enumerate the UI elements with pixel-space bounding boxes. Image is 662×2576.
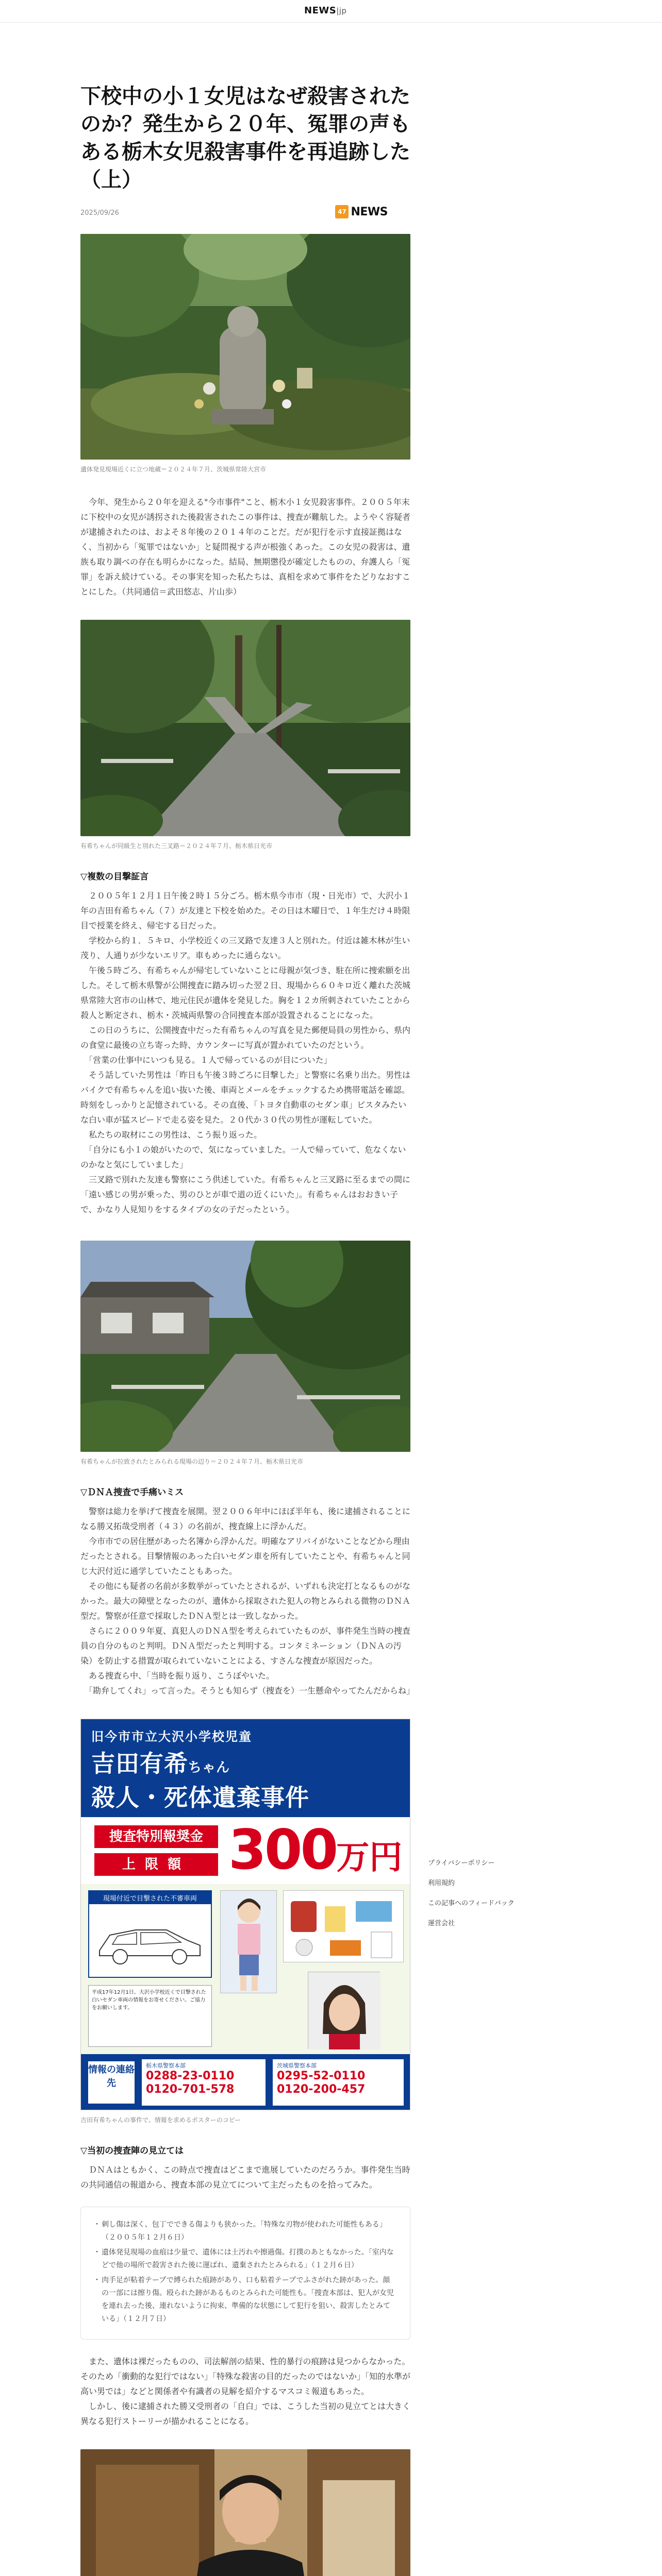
source-name: NEWS xyxy=(351,205,388,218)
victim-face-icon xyxy=(308,1972,380,2049)
poster-reward xyxy=(81,1817,410,1884)
body-witness-text: ２００５年１２月１日午後２時１５分ごろ。栃木県今市市（現・日光市）で、大沢小１年の吉田有希ちゃん（７）が友達と下校を始めた。その日は木曜日で、１年生だけ４時限目で授業を終え、帰宅する日だった。 学校から約１．５キロ、小学校近くの三叉路で友達３人と別れた。付近は雑木林が生い茂り、人通りが少ないエリア。車もめったに通らない。 午後５時ごろ、有希ちゃんが帰宅していないことに母親が気づき、駐在所に捜索願を出した。そして栃木県警が公開捜査に踏み切った翌２日、現場から６０キロ近く離れた茨城県常陸大宮市の山林で、地元住民が遺体を発見した。胸を１２カ所刺されていたことから殺人と断定され、栃木・茨城両県警の合同捜査本部が設置されることになった。 この日のうちに、公開捜査中だった有希ちゃんの写真を見た郵便局員の男性から、県内の食堂に最後の立ち寄った時、カウンターに写真が置かれていたのだという。 「営業の仕事中にいつも見る。１人で帰っているのが目についた」 そう話していた男性は「昨日も午後３時ごろに目撃した」と警察に名乗り出た。男性はバイクで有希ちゃんを追い抜いた後、車両とメールをチェックするため携帯電話を確認。時刻をしっかりと記憶されている。その直後、「トヨタ自動車のセダン車」ビスタみたいな白い車が猛スピードで走る姿を見た。２０代か３０代の男性が運転していた。 私たちの取材にこの男性は、こう振り返った。 「自分にも小１の娘がいたので、気になっていました。一人で帰っていて、危なくないのかなと気にしていました」 三叉路で別れた友達も警察にこう供述していた。有希ちゃんと三叉路に至るまでの間に「遠い感じの男が乗った、男のひとが車で道の近くにいた」。有希ちゃんはおおきい子で、かなり人見知りをするタイプの女の子だったという。 xyxy=(80,891,411,1214)
photo-interview xyxy=(80,2449,410,2576)
article xyxy=(80,82,415,2576)
caption-poster: 吉田有希ちゃんの事件で、情報を求めるポスターのコピー xyxy=(80,2116,241,2124)
belongings-box xyxy=(283,1890,404,1962)
victim-photo xyxy=(220,1890,277,1993)
reward-label: 捜査特別報奨金 xyxy=(94,1825,218,1848)
body-media-view-text: また、遺体は裸だったものの、司法解剖の結果、性的暴行の痕跡は見つからなかった。そのため「衝動的な犯行ではない」「特殊な殺害の目的だったのではないか」「知的水準が高い男では」などと関係者や有識者の見解を紹介するマスコミ報道もあった。 しかし、後に逮捕された勝又受刑者の「自白」では、こうした当初の見立てとは大きく異なる犯行ストーリーが描かれることになる。 xyxy=(80,2357,411,2426)
interview-image xyxy=(80,2449,410,2576)
logo-text: NEWS xyxy=(304,5,337,16)
intro-text: 今年、発生から２０年を迎える"今市事件"こと、栃木小１女児殺害事件。２００５年末に下校中の女児が誘拐された後殺害されたこの事件は、捜査が難航した。ようやく容疑者が逮捕されたのは、およそ８年後の２０１４年のことだ。だが犯行を示す直接証拠はなく、当初から「冤罪ではないか」と疑問視する声が根強くあった。この女児の殺害は、遺族も取り調べの存在も明らかになった。結局、無期懲役が確定したものの、弁護人ら「冤罪」を訴え続けている。その事実を知った私たちは、真相を求めて事件をたどりなおすことにした。（共同通信＝武田悠志、片山歩） xyxy=(80,497,411,597)
link-privacy-policy[interactable]: プライバシーポリシー xyxy=(428,1859,495,1867)
body-initial-view-text: ＤＮＡはともかく、この時点で捜査はどこまで進展していたのだろうか。事件発生当時の共同通信の報道から、捜査本部の見立てについて主だったものを拾ってみた。 xyxy=(80,2165,410,2190)
contact-tochigi xyxy=(142,2059,266,2106)
fork-road-image xyxy=(80,620,410,836)
body-dna-text: 警察は総力を挙げて捜査を展開。翌２００６年中にほぼ半年も、後に逮捕されることになる勝又拓哉受刑者（４３）の名前が、捜査線上に浮かんだ。 今市市での居住歴があった名簿から浮かんだ。明確なアリバイがないことなどから理由だったとされる。目撃情報のあった白いセダン車を所有していたことや、有希ちゃんと同じ大沢付近に通学していたこともあった。 その他にも疑者の名前が多数挙がっていたとされるが、いずれも決定打となるものがなかった。最大の障壁となったのが、遺体から採取された犯人の物とみられる微物のＤＮＡ型だ。警察が任意で採取したＤＮＡ型とは一致しなかった。 さらに２００９年夏、真犯人のＤＮＡ型を考えられていたものが、事件発生当時の捜査員の自分のものと判明。ＤＮＡ型だったと判明する。コンタミネーション（ＤＮＡの汚染）を防止する措置が取られていないことによる、すさんな捜査が原因だった。 ある捜査ら中、「当時を振り返り、こうぼやいた。 「勘弁してくれ」って言った。そうとも知らず（捜査を）一生懸命やってたんだからね」 xyxy=(80,1506,415,1696)
caption-photo-abduction-site: 有希ちゃんが拉致されたとみられる現場の辺り＝２０２４年７月、栃木県日光市 xyxy=(80,1458,304,1465)
wanted-poster xyxy=(80,1719,410,2110)
photo-abduction-site xyxy=(80,1241,410,1452)
poster-title xyxy=(91,1749,400,1812)
caption-photo-jizo: 遺体発見現場近くに立つ地蔵＝２０２４年７月、茨城県常陸大宮市 xyxy=(80,466,267,473)
link-feedback[interactable]: この記事へのフィードバック xyxy=(428,1900,515,1907)
contact-ibaraki-label: 茨城県警察本部 xyxy=(277,2062,317,2069)
source-badge[interactable] xyxy=(335,205,388,218)
poster-crime: 殺人・死体遺棄事件 xyxy=(91,1784,309,1811)
poster-header xyxy=(81,1719,410,1817)
quote-box xyxy=(80,2207,410,2340)
link-company[interactable]: 運営会社 xyxy=(428,1920,455,1927)
quote-item: ・ 刺し傷は深く、包丁でできる傷よりも狭かった。「特殊な刃物が使われた可能性もある」（２００５年１２月６日） xyxy=(94,2218,396,2244)
poster-victim-name: 吉田有希 xyxy=(91,1750,188,1777)
publish-date: 2025/09/26 xyxy=(80,209,119,217)
quote-item: ・ 肉手足が粘着テープで縛られた痕跡があり、口も粘着テープでふさがれた跡があった。顔の一部には擦り傷。殴られた跡があるものとみられた可能性も。「捜査本部は、犯人が女児を連れ去った後、連れないように拘束、準備的な状態にして犯行を狙い、殺害したとみている」（１２月７日） xyxy=(94,2274,396,2326)
contact-ibaraki-phone: 0295-52-0110 xyxy=(277,2070,366,2082)
reward-amount: 300万円 xyxy=(228,1818,403,1882)
body-media-view xyxy=(80,2354,410,2429)
contact-ibaraki xyxy=(273,2059,404,2106)
contact-tochigi-phone: 0288-23-0110 xyxy=(146,2070,235,2082)
victim-illustration-icon xyxy=(221,1891,277,1994)
article-title: 下校中の小１女児はなぜ殺害されたのか？発生から２０年、冤罪の声もある栃木女児殺害事件を再追跡した（上） xyxy=(80,84,410,192)
contact-tochigi-free: 0120-701-578 xyxy=(146,2083,235,2096)
jizo-image xyxy=(80,234,410,460)
poster-name-suffix: ちゃん xyxy=(188,1760,230,1775)
site-header xyxy=(0,0,662,23)
car-illustration-icon xyxy=(89,1904,211,1976)
contact-tochigi-label: 栃木県警察本部 xyxy=(146,2062,186,2069)
belongings-icon xyxy=(284,1891,404,1963)
caption-photo-fork-road: 有希ちゃんが同級生と別れた三叉路＝２０２４年７月、栃木県日光市 xyxy=(80,842,273,850)
poster-school: 旧今市市立大沢小学校児童 xyxy=(91,1730,252,1744)
contact-ibaraki-free: 0120-200-457 xyxy=(277,2083,366,2096)
quote-item: ・ 遺体発見現場の血痕は少量で、遺体には土汚れや擦過傷。打撲のあともなかった。「室内などで他の場所で殺害された後に運ばれ、遺棄されたとみられる」（１２月６日） xyxy=(94,2246,396,2272)
logo-suffix: |jp xyxy=(336,6,347,15)
section-heading-witness: ▽複数の目撃証言 xyxy=(80,872,149,882)
section-heading-dna: ▽ＤＮＡ捜査で手痛いミス xyxy=(80,1487,184,1498)
car-box-title: 現場付近で目撃された不審車両 xyxy=(89,1891,211,1904)
abduction-site-image xyxy=(80,1241,410,1452)
reward-limit: 上限額 xyxy=(94,1853,218,1876)
quote-list xyxy=(94,2218,396,2326)
poster-contact xyxy=(81,2054,410,2110)
suspect-car-box xyxy=(88,1890,212,1978)
article-meta xyxy=(80,203,410,224)
link-terms[interactable]: 利用規約 xyxy=(428,1879,455,1887)
car-note: 平成17年12月1日、大沢小学校近くで目撃された白いセダン車両の情報をお寄せください。ご協力をお願いします。 xyxy=(88,1985,212,2047)
source-logo-icon: 47 xyxy=(335,205,349,218)
poster-details xyxy=(81,1884,410,2054)
intro-paragraph xyxy=(80,495,410,599)
victim-face-photo xyxy=(308,1972,380,2049)
section-heading-initial-view: ▽当初の捜査陣の見立ては xyxy=(80,2146,184,2156)
body-initial-view xyxy=(80,2162,410,2192)
site-logo[interactable] xyxy=(304,5,346,16)
contact-label: 情報の連絡先 xyxy=(88,2061,135,2104)
body-witness xyxy=(80,888,410,1217)
photo-fork-road xyxy=(80,620,410,836)
sidebar-links xyxy=(428,1857,531,1938)
photo-jizo xyxy=(80,234,410,460)
body-dna xyxy=(80,1504,415,1698)
